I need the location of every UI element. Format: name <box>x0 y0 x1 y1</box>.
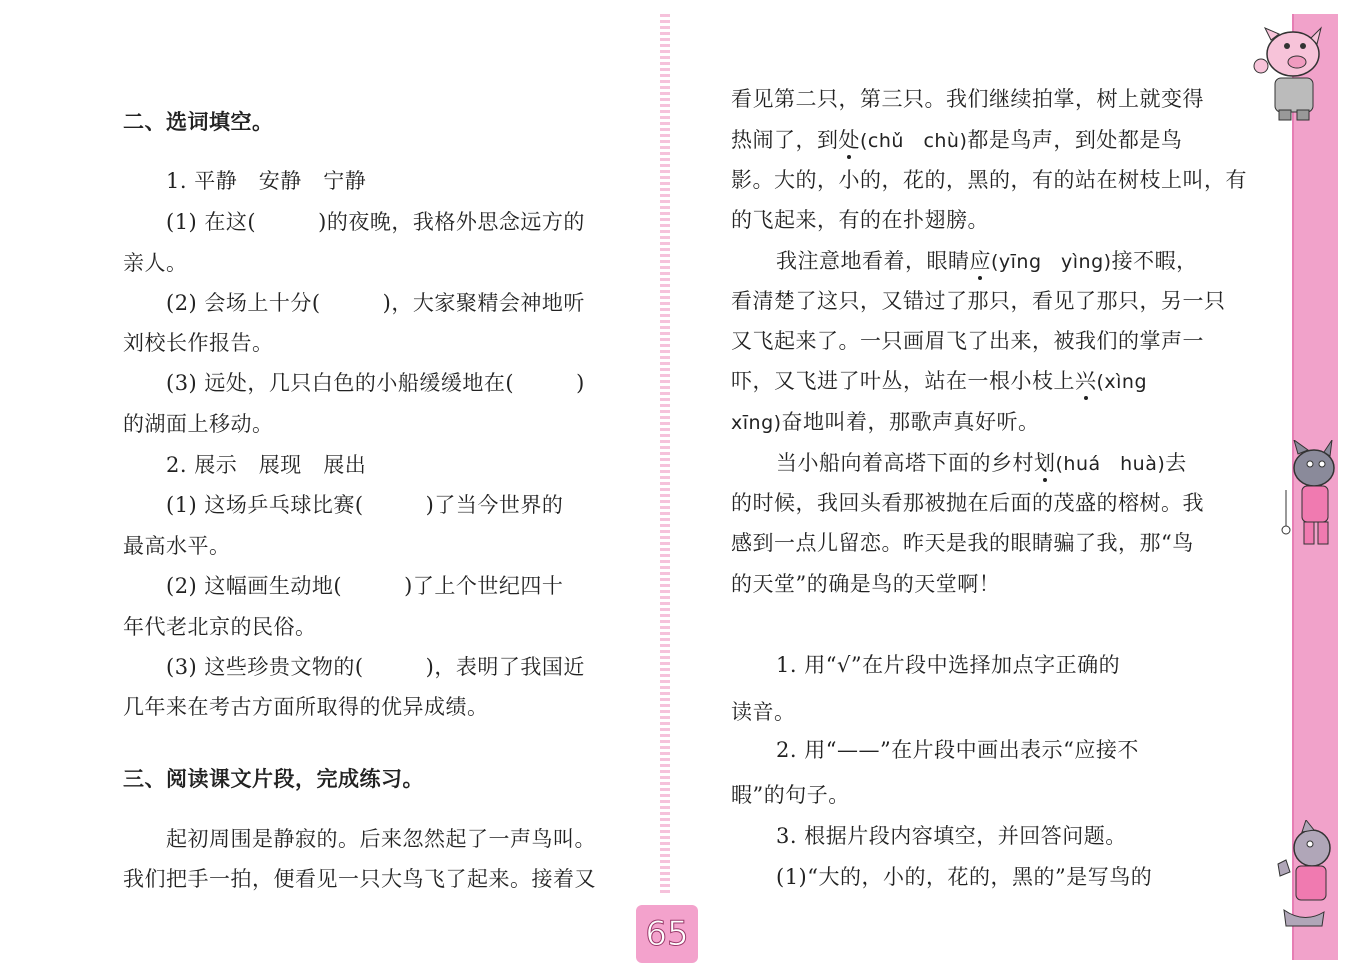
exercise-1-cont: 读音。 <box>731 700 796 724</box>
passage-line: 感到一点儿留恋。昨天是我的眼睛骗了我，那“鸟 <box>731 531 1194 555</box>
pinyin-choice[interactable]: (chǔ chù) <box>860 130 968 152</box>
question-1-3: (3) 远处，几只白色的小船缓缓地在( ) <box>166 371 585 395</box>
dotted-character: 兴 <box>1075 369 1097 393</box>
wolf-thumbs-up-icon <box>1264 820 1342 930</box>
question-2-1: (1) 这场乒乓球比赛( )了当今世界的 <box>166 493 564 517</box>
passage-line: 的飞起来，有的在扑翅膀。 <box>731 208 989 232</box>
exercise-1: 1. 用“√”在片段中选择加点字正确的 <box>776 653 1121 677</box>
passage-line: 我们把手一拍，便看见一只大鸟飞了起来。接着又 <box>123 867 596 891</box>
question-1-1: (1) 在这( )的夜晚，我格外思念远方的 <box>166 210 585 234</box>
passage-line: 看清楚了这只，又错过了那只，看见了那只，另一只 <box>731 289 1226 313</box>
question-2-1-cont: 最高水平。 <box>123 534 231 558</box>
passage-line: 看见第二只，第三只。我们继续拍掌，树上就变得 <box>731 87 1204 111</box>
passage-line: 吓，又飞进了叶丛，站在一根小枝上兴(xìng <box>731 369 1148 393</box>
wolf-mascot-icon <box>1276 440 1342 550</box>
exercise-2-cont: 暇”的句子。 <box>731 783 850 807</box>
dotted-character: 划 <box>1034 451 1056 475</box>
passage-line: 起初周围是静寂的。后来忽然起了一声鸟叫。 <box>166 827 596 851</box>
pinyin-choice[interactable]: (huá huà) <box>1055 453 1166 475</box>
dotted-character: 处 <box>838 128 860 152</box>
pig-mascot-icon <box>1245 22 1331 122</box>
word-group-2: 2. 展示 展现 展出 <box>166 453 367 477</box>
section3-title: 三、阅读课文片段，完成练习。 <box>123 767 424 791</box>
passage-line: 当小船向着高塔下面的乡村划(huá huà)去 <box>776 451 1187 475</box>
pinyin-choice[interactable]: xīng) <box>731 412 782 434</box>
exercise-2: 2. 用“——”在片段中画出表示“应接不 <box>776 738 1139 762</box>
passage-line: 影。大的，小的，花的，黑的，有的站在树枝上叫，有 <box>731 168 1247 192</box>
exercise-3-1: (1)“大的，小的，花的，黑的”是写鸟的 <box>776 865 1153 889</box>
question-1-2: (2) 会场上十分( )，大家聚精会神地听 <box>166 291 585 315</box>
passage-line: 热闹了，到处(chǔ chù)都是鸟声，到处都是鸟 <box>731 128 1183 152</box>
question-2-3-cont: 几年来在考古方面所取得的优异成绩。 <box>123 695 489 719</box>
question-2-3: (3) 这些珍贵文物的( )，表明了我国近 <box>166 655 585 679</box>
question-1-1-cont: 亲人。 <box>123 251 188 275</box>
passage-line: xīng)奋地叫着，那歌声真好听。 <box>731 410 1040 434</box>
pinyin-choice[interactable]: (yīng yìng) <box>991 251 1112 273</box>
page-divider <box>660 14 670 894</box>
question-1-2-cont: 刘校长作报告。 <box>123 331 274 355</box>
passage-line: 的时候，我回头看那被抛在后面的茂盛的榕树。我 <box>731 491 1204 515</box>
passage-line: 的天堂”的确是鸟的天堂啊！ <box>731 572 1001 596</box>
passage-line: 我注意地看着，眼睛应(yīng yìng)接不暇， <box>776 249 1198 273</box>
exercise-3: 3. 根据片段内容填空，并回答问题。 <box>776 824 1127 848</box>
pinyin-choice[interactable]: (xìng <box>1096 371 1148 393</box>
dotted-character: 应 <box>969 249 991 273</box>
question-2-2: (2) 这幅画生动地( )了上个世纪四十 <box>166 574 564 598</box>
passage-line: 又飞起来了。一只画眉飞了出来，被我们的掌声一 <box>731 329 1204 353</box>
section2-title: 二、选词填空。 <box>123 110 274 134</box>
word-group-1: 1. 平静 安静 宁静 <box>166 169 367 193</box>
question-2-2-cont: 年代老北京的民俗。 <box>123 615 317 639</box>
page-number: 65 <box>636 905 698 963</box>
question-1-3-cont: 的湖面上移动。 <box>123 412 274 436</box>
